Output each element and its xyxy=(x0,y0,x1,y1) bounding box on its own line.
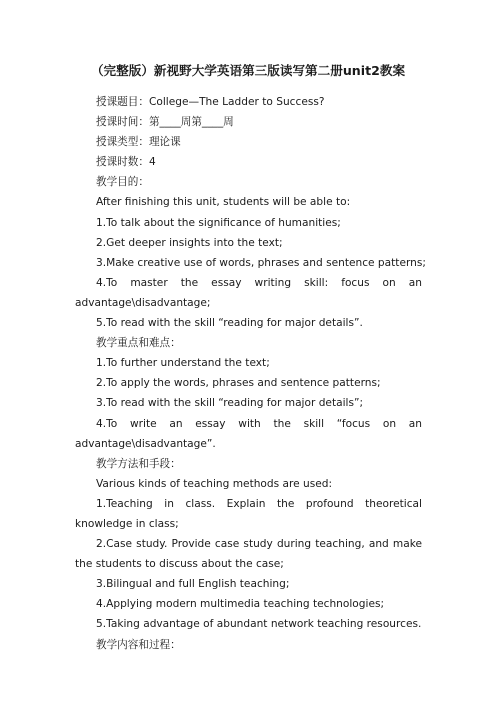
paragraph: 4.To write an essay with the skill “focus on an advantage\disadvantage”. xyxy=(75,417,422,450)
paragraph: 1.To talk about the significance of humanities; xyxy=(96,216,341,229)
paragraph: 3.Make creative use of words, phrases and sentence patterns; xyxy=(96,256,426,269)
paragraph: 5.To read with the skill “reading for major details”. xyxy=(96,317,363,330)
paragraph: 1.Teaching in class. Explain the profound theoretical knowledge in class; xyxy=(75,497,422,530)
paragraph: 授课类型：理论课 xyxy=(96,136,181,149)
paragraph: 3.Bilingual and full English teaching; xyxy=(96,578,290,591)
document-body xyxy=(75,92,426,655)
paragraph: 教学重点和难点： xyxy=(96,337,181,350)
paragraph: 教学内容和过程： xyxy=(96,638,181,651)
paragraph: 授课题目：College—The Ladder to Success? xyxy=(96,96,325,108)
paragraph: 2.Get deeper insights into the text; xyxy=(96,236,283,249)
paragraph: 4.To master the essay writing skill: focus on an advantage\disadvantage; xyxy=(75,276,422,309)
paragraph: 1.To further understand the text; xyxy=(96,357,270,370)
paragraph: 5.Taking advantage of abundant network teaching resources. xyxy=(96,618,422,631)
paragraph: 3.To read with the skill “reading for major details”; xyxy=(96,397,364,410)
paragraph: 授课时数：4 xyxy=(96,156,156,169)
paragraph: 教学目的： xyxy=(96,176,149,189)
paragraph: 4.Applying modern multimedia teaching technologies; xyxy=(96,598,385,611)
document-title: （完整版）新视野大学英语第三版读写第二册unit2教案 xyxy=(90,63,406,78)
paragraph: 教学方法和手段： xyxy=(96,457,181,470)
paragraph: Various kinds of teaching methods are used: xyxy=(96,477,333,490)
paragraph: 2.Case study. Provide case study during teaching, and make the students to discuss about the case; xyxy=(75,538,422,571)
paragraph: After finishing this unit, students will be able to: xyxy=(96,196,351,209)
paragraph: 授课时间：第____周第____周 xyxy=(96,116,234,129)
paragraph: 2.To apply the words, phrases and sentence patterns; xyxy=(96,377,381,390)
